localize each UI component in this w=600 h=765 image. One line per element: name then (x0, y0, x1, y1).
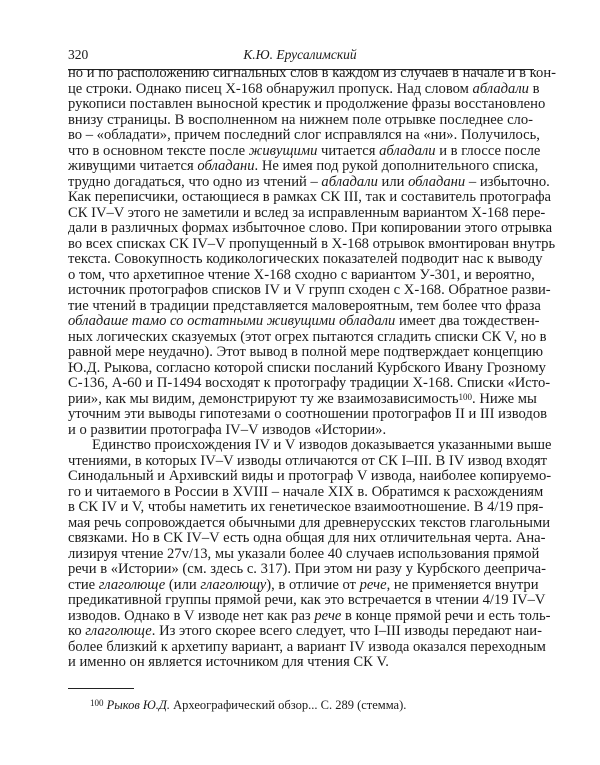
text-line (68, 499, 544, 516)
text-segment: . Из этого скорее всего следует, что I–III изводы передают наи- (151, 623, 542, 639)
text-line (68, 468, 552, 485)
text-segment: го и читаемого в России в XVIII – начале XIX в. Обратимся к расхождениям (68, 483, 544, 500)
italic-term: абладали (321, 173, 378, 190)
text-line (68, 268, 533, 284)
text-line (68, 127, 540, 144)
text-line (68, 638, 546, 656)
text-segment: и именно он является источником для чтения СК V. (68, 654, 389, 670)
italic-term: живущими (248, 142, 318, 159)
text-line (68, 113, 533, 129)
text-line (68, 592, 546, 609)
footnote (90, 698, 406, 713)
text-segment: (или (165, 576, 201, 593)
text-segment: речи в «Истории» (см. здесь с. 317). При этом ни разу у Курбского дееприча- (68, 561, 547, 577)
text-segment: но и по расположению сигнальных слов в каждом из случаев в начале и в кон- (68, 65, 556, 81)
footnote-rule (68, 688, 134, 689)
italic-term: обладани (408, 173, 466, 190)
text-segment: о том, что архетипное чтение Х-168 сходно с вариантом У-301, и вероятно, (68, 266, 535, 283)
text-segment: . Ниже мы (472, 390, 537, 407)
body-text (68, 65, 556, 671)
text-segment: живущими читается (68, 158, 198, 174)
text-segment: ных логических сказуемых (этот огрех пытаются сгладить списки СК V, но в (68, 328, 547, 345)
text-segment: внизу страницы. В восполненном на нижнем поле отрывке последнее сло- (68, 111, 533, 128)
text-segment: дали в различных формах избыточное слово. При копировании этого отрывка (68, 220, 553, 236)
italic-term: рече (314, 607, 342, 624)
text-segment: во всех списках СК IV–V пропущенный в Х-168 отрывок вмонтирован внутрь (68, 235, 556, 252)
italic-term: абладали (472, 80, 529, 97)
text-line (68, 235, 556, 253)
text-segment: . Не имея под рукой дополнительного списка, (254, 158, 539, 174)
text-line (68, 452, 548, 470)
italic-term: обладани (197, 158, 255, 174)
footnote-number: 100 (90, 698, 104, 708)
text-segment: СК IV–V этого не заметили и вслед за исправленным вариантом Х-168 пере- (68, 204, 546, 221)
paragraph (68, 65, 556, 438)
text-segment: и в глоссе после (435, 142, 541, 159)
text-line (68, 607, 551, 625)
text-line (68, 655, 533, 671)
page-number: 320 (68, 47, 89, 62)
text-line (68, 173, 550, 191)
text-segment: в (528, 80, 540, 97)
italic-term: рече (359, 576, 387, 593)
footnote-ref: 100 (458, 391, 473, 402)
italic-term: глаголюще (98, 576, 166, 593)
text-line (68, 530, 546, 547)
text-segment: более близкий к архетипу вариант, а вариант IV извода оказался переходным (68, 638, 546, 655)
text-line (68, 514, 551, 532)
text-line (68, 142, 541, 160)
text-segment: Единство происхождения IV и V изводов доказывается указанными выше (92, 437, 552, 453)
text-line (68, 406, 548, 423)
text-line (68, 344, 544, 361)
text-line (68, 65, 556, 82)
text-line (68, 80, 540, 98)
footnote-author: Рыков Ю.Д. (106, 698, 171, 712)
text-line (68, 251, 543, 268)
text-segment: лизируя чтение 27v/13, мы указали более 40 случаев использования прямой (68, 545, 540, 562)
text-line (68, 158, 539, 175)
footnote-text: Археографический обзор... С. 289 (стемма). (170, 698, 407, 712)
text-segment: стие (68, 576, 99, 593)
text-segment: во – «обладати», причем последний слог исправлялся на «ни». Получилось, (68, 127, 540, 143)
text-line (68, 437, 552, 454)
text-segment: и о развитии протографа IV–V изводов «Истории». (68, 421, 387, 438)
text-line (68, 359, 546, 377)
text-segment: уточним эти выводы гипотезами о соотношении протографов II и III изводов (68, 406, 548, 422)
paragraph (68, 437, 552, 671)
italic-term: глаголющу (200, 576, 267, 593)
text-segment: ко (68, 623, 86, 639)
text-line (68, 96, 546, 113)
text-line (68, 623, 542, 640)
text-segment: Синодальный и Архивский виды и протограф V извода, наиболее копируемо- (68, 468, 552, 484)
text-segment: что в основном тексте после (68, 142, 249, 159)
text-line (68, 561, 547, 578)
text-line (68, 189, 552, 206)
text-line (68, 313, 540, 330)
text-line (68, 483, 544, 501)
text-line (68, 220, 553, 237)
text-segment: трудно догадаться, что одно из чтений – (68, 173, 322, 190)
text-line (68, 375, 551, 392)
text-segment: в конце прямой речи и есть толь- (341, 607, 551, 624)
text-segment: С-136, А-60 и П-1494 восходят к протографу традиции Х-168. Списки «Исто- (68, 375, 551, 391)
text-segment: связками. Но в СК IV–V есть одна общая для них отличительная черта. Ана- (68, 530, 546, 546)
text-segment: текста. Совокупность кодикологических показателей подводит нас к выводу (68, 251, 543, 267)
text-line (68, 328, 547, 346)
text-line (68, 423, 533, 439)
text-segment: или (377, 173, 409, 190)
text-line (68, 282, 551, 299)
text-segment: ), в отличие от (266, 576, 360, 593)
text-segment: чтениями, в которых IV–V изводы отличаются от СК I–III. В IV извод входят (68, 452, 548, 469)
text-segment: тие чтений в традиции представляется маловероятным, тем более что фраза (68, 297, 541, 314)
text-line (68, 390, 537, 408)
text-segment: рукописи поставлен выносной крестик и продолжение фразы восстановлено (68, 96, 546, 112)
italic-term: абладали (379, 142, 436, 159)
text-segment: равной мере неудачно). Этот вывод в полной мере подтверждает концепцию (68, 344, 544, 360)
text-segment: рии», как мы видим, демонстрируют ту же взаимозависимость (68, 390, 459, 407)
text-line (68, 297, 541, 315)
text-line (68, 204, 546, 222)
text-segment: Как переписчики, остающиеся в рамках СК III, так и составитель протографа (68, 189, 552, 205)
text-segment: в СК IV и V, чтобы наметить их генетическое взаимоотношение. В 4/19 пря- (68, 499, 544, 515)
page-header (68, 47, 532, 65)
text-segment: це строки. Однако писец Х-168 обнаружил пропуск. Над словом (68, 80, 473, 97)
text-segment: , не применяется внутри (386, 576, 539, 593)
running-head: К.Ю. Ерусалимский (243, 47, 357, 62)
text-segment: предикативной группы прямой речи, как это встречается в чтении 4/19 IV–V (68, 592, 546, 608)
text-segment: имеет два тождествен- (395, 313, 540, 329)
text-segment: читается (317, 142, 380, 159)
italic-term: глаголюще (85, 623, 152, 639)
italic-term: обладаше тамо со остатными живущими обладали (68, 313, 396, 329)
text-segment: – избыточно. (465, 173, 550, 190)
text-line (68, 545, 540, 563)
text-line (68, 576, 539, 594)
text-segment: мая речь сопровождается обычными для древнерусских текстов глагольными (68, 514, 551, 531)
text-segment: Ю.Д. Рыкова, согласно которой списки посланий Курбского Ивану Грозному (68, 359, 546, 376)
text-segment: источник протографов списков IV и V групп сходен с Х-168. Обратное разви- (68, 282, 551, 298)
text-segment: изводов. Однако в V изводе нет как раз (68, 607, 315, 624)
